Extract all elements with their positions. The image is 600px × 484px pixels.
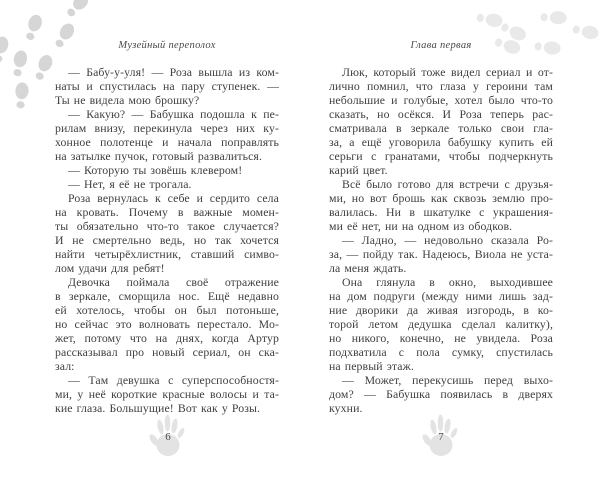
text-line: ми её нет, ни на одном из ободков. (329, 219, 513, 233)
page-number: 6 (165, 431, 171, 443)
text-line: валилась. Ни в шкатулке с украшения- (329, 205, 553, 219)
text-line: Роза вернулась к себе и сердито села (68, 191, 279, 205)
page-number: 7 (438, 431, 444, 443)
text-line: дом? — Бабушка появилась в дверях (329, 387, 553, 401)
text-line: рассказывал про новый сериал, он ска- (55, 345, 279, 359)
text-line: — Бабу-у-уля! — Роза вышла из ком- (68, 65, 279, 79)
text-line: карий цвет. (329, 163, 388, 177)
text-line: лом удачи для ребят! (55, 261, 165, 275)
text-line: наты и спустилась на пару ступенек. — (55, 79, 279, 93)
footprint-icon (540, 10, 568, 26)
text-line: ми, но вот брошь как сквозь землю про- (329, 191, 553, 205)
text-line: за, а ещё уговорила бабушку купить ей (329, 135, 553, 149)
text-line: на затылке пучок, готовый развалиться. (55, 149, 262, 163)
text-line: за, — пойду так. Надеюсь, Виола не уста- (329, 247, 553, 261)
text-line: найти четырёхлистник, ставший симво- (55, 247, 279, 261)
text-line: Люк, который тоже видел сериал и от- (342, 65, 553, 79)
text-line: подхватила с пола сумку, спустилась (329, 345, 553, 359)
text-line: на кровать. Почему в важные момен- (55, 205, 279, 219)
text-line: Она глянула в окно, выходившее (342, 275, 553, 289)
text-line: сказать, но осёкся. И Роза теперь рас- (329, 107, 553, 121)
page-number-handprint (421, 412, 461, 460)
text-line: Всё было готово для встречи с друзья- (342, 177, 553, 191)
text-line: — Нет, я её не трогала. (68, 177, 192, 191)
text-line: Ты не видела мою брошку? (55, 93, 200, 107)
text-line: торой летом дедушка сделал калитку), (329, 317, 553, 331)
text-line: — Там девушка с суперспособностя- (68, 373, 279, 387)
text-line: — Ладно, — недовольно сказала Ро- (342, 233, 553, 247)
text-line: лично помнил, что глаза у героини там (329, 79, 553, 93)
text-line: Девочка поймала своё отражение (68, 275, 279, 289)
text-line: но никого, конечно, не увидела. Роза (329, 331, 553, 345)
text-line: — Которую ты зовёшь клевером! (68, 163, 243, 177)
text-line: ла меня ждать. (329, 261, 407, 275)
text-line: небольшие и голубые, хотел было что-то (329, 93, 553, 107)
page-text (55, 65, 279, 415)
left-page (55, 40, 279, 415)
text-line: кие глаза. Большущие! Вот как у Розы. (55, 401, 261, 415)
text-line: кухни. (329, 401, 363, 415)
text-line: хонное полотенце и начала поправлять (55, 135, 279, 149)
text-line: ей хотелось, чтобы он был потоньше, (55, 303, 279, 317)
text-line: на первый этаж. (329, 359, 414, 373)
text-line: сматривала в зеркале только свои гла- (329, 121, 553, 135)
text-line: жет, потому что на днях, когда Артур (55, 331, 279, 345)
text-line: И не смертельно ведь, но так хочется (55, 233, 279, 247)
text-line: зал: (55, 359, 75, 373)
text-line: серьги с гранатами, чтобы подчеркнуть (329, 149, 553, 163)
footprint-icon (571, 21, 600, 41)
text-line: на дом подруги (между ними лишь зад- (329, 289, 553, 303)
running-header: Глава первая (410, 40, 472, 51)
footprint-icon (63, 0, 92, 21)
running-header: Музейный переполох (118, 40, 216, 51)
footprint-icon (31, 52, 56, 83)
footprint-icon (9, 49, 29, 79)
text-line: но сейчас это волновать перестало. Мо- (55, 317, 279, 331)
text-line: — Какую? — Бабушка подошла к пе- (68, 107, 279, 121)
footprint-icon (13, 81, 31, 109)
page-text (329, 65, 553, 415)
text-line: рилам внизу, перекинула через них ку- (55, 121, 279, 135)
right-page (329, 40, 553, 415)
text-line: — Может, перекусишь перед выхо- (342, 373, 553, 387)
text-line: ты обязательно что-то такое случается? (55, 219, 279, 233)
text-line: в зеркале, сморщила нос. Ещё недавно (55, 289, 279, 303)
text-line: ние дворики да живая изгородь, в ко- (329, 303, 553, 317)
text-line: ми, у неё короткие красные волосы и та- (55, 387, 279, 401)
footprint-icon (0, 35, 11, 65)
page-number-handprint (148, 412, 188, 460)
footprint-icon (22, 12, 45, 43)
